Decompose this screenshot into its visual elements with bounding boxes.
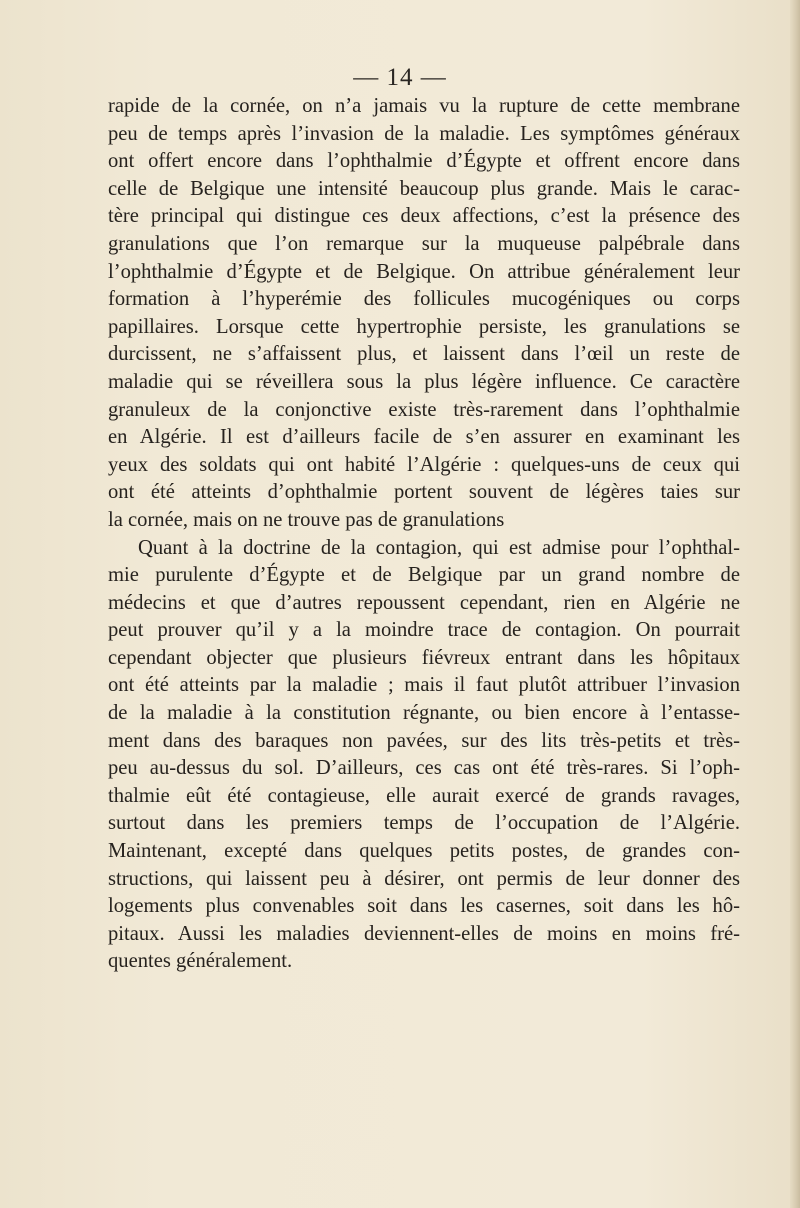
text-line: ont été atteints d’ophthalmie portent souvent de légères taies sur xyxy=(108,481,740,504)
text-line: cependant objecter que plusieurs fiévreux entrant dans les hôpitaux xyxy=(108,646,740,669)
text-line: pitaux. Aussi les maladies deviennent-elles de moins en moins fré- xyxy=(108,922,740,945)
page-number: — 14 — xyxy=(353,64,447,91)
text-line: de la maladie à la constitution régnante, ou bien encore à l’entasse- xyxy=(108,702,740,725)
text-line: mie purulente d’Égypte et de Belgique par un grand nombre de xyxy=(108,564,740,587)
text-line: peu de temps après l’invasion de la maladie. Les symptômes généraux xyxy=(108,122,740,145)
text-line: ont offert encore dans l’ophthalmie d’Égypte et offrent encore dans xyxy=(108,150,740,173)
text-line: surtout dans les premiers temps de l’occupation de l’Algérie. xyxy=(108,812,740,835)
text-line: logements plus convenables soit dans les casernes, soit dans les hô- xyxy=(108,895,740,918)
text-line: granulations que l’on remarque sur la muqueuse palpébrale dans xyxy=(108,232,740,255)
text-line: quentes généralement. xyxy=(108,950,293,973)
text-line: thalmie eût été contagieuse, elle aurait exercé de grands ravages, xyxy=(108,784,740,807)
text-line: tère principal qui distingue ces deux affections, c’est la présence des xyxy=(108,205,740,228)
text-line: peut prouver qu’il y a la moindre trace de contagion. On pourrait xyxy=(108,619,740,642)
text-line: formation à l’hyperémie des follicules mucogéniques ou corps xyxy=(108,288,740,311)
text-line: en Algérie. Il est d’ailleurs facile de s’en assurer en examinant les xyxy=(108,426,740,449)
body-text xyxy=(108,93,740,976)
text-line: durcissent, ne s’affaissent plus, et laissent dans l’œil un reste de xyxy=(108,343,740,366)
text-line: celle de Belgique une intensité beaucoup plus grande. Mais le carac- xyxy=(108,177,740,200)
text-line: ment dans des baraques non pavées, sur des lits très-petits et très- xyxy=(108,729,740,752)
text-line: peu au-dessus du sol. D’ailleurs, ces cas ont été très-rares. Si l’oph- xyxy=(108,757,740,780)
page-edge-shadow xyxy=(790,0,800,1208)
text-line: Quant à la doctrine de la contagion, qui est admise pour l’ophthal- xyxy=(138,536,740,559)
text-line: ont été atteints par la maladie ; mais il faut plutôt attribuer l’invasion xyxy=(108,674,740,697)
text-line: la cornée, mais on ne trouve pas de granulations xyxy=(108,508,505,531)
text-line: rapide de la cornée, on n’a jamais vu la rupture de cette membrane xyxy=(108,95,740,117)
text-line: structions, qui laissent peu à désirer, ont permis de leur donner des xyxy=(108,867,740,890)
text-line: yeux des soldats qui ont habité l’Algérie : quelques-uns de ceux qui xyxy=(108,453,740,476)
text-line: médecins et que d’autres repoussent cependant, rien en Algérie ne xyxy=(108,591,740,614)
text-line: granuleux de la conjonctive existe très-rarement dans l’ophthalmie xyxy=(108,398,740,421)
text-line: maladie qui se réveillera sous la plus légère influence. Ce caractère xyxy=(108,370,740,393)
text-line: Maintenant, excepté dans quelques petits postes, de grandes con- xyxy=(108,840,740,863)
text-line: l’ophthalmie d’Égypte et de Belgique. On attribue généralement leur xyxy=(108,260,740,283)
text-line: papillaires. Lorsque cette hypertrophie persiste, les granulations se xyxy=(108,315,740,338)
